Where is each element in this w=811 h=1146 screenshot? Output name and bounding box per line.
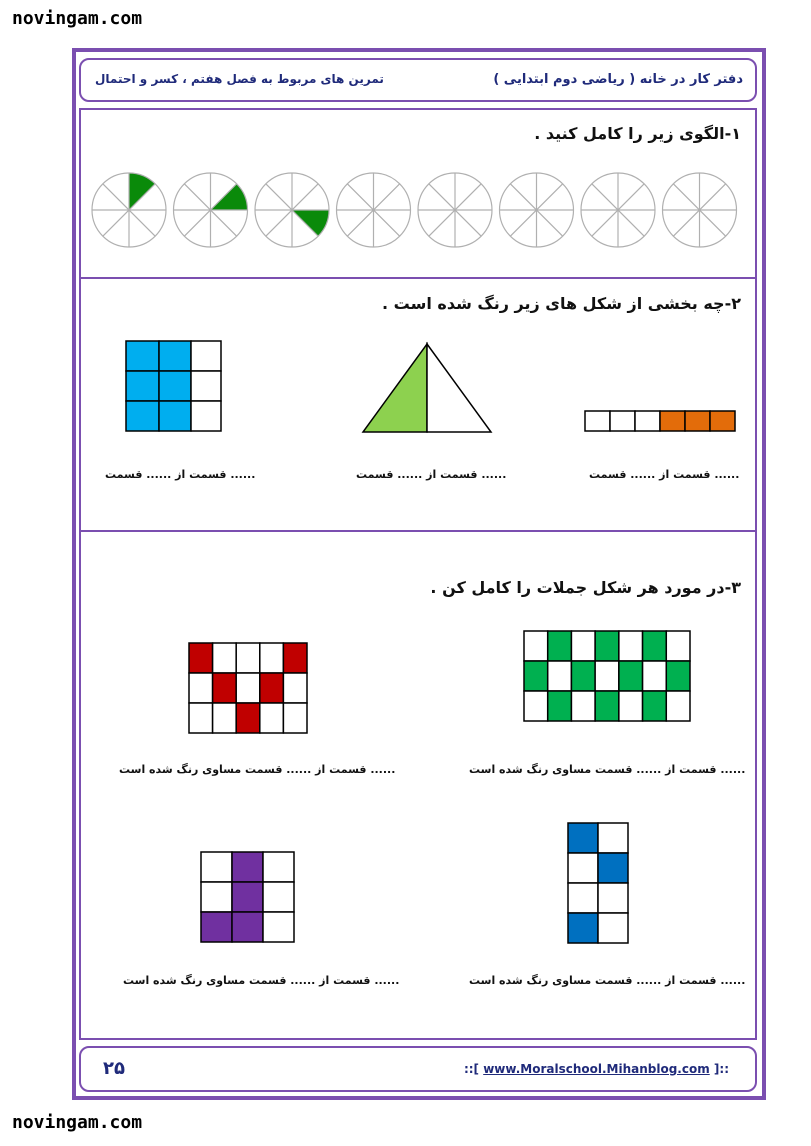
empty-cell xyxy=(666,691,690,721)
white-cell xyxy=(191,401,221,431)
divider-1 xyxy=(81,277,755,279)
url-suffix: ]:: xyxy=(709,1062,729,1076)
empty-cell xyxy=(201,882,232,912)
empty-cell xyxy=(598,883,628,913)
footer-website-link[interactable]: www.Moralschool.Mihanblog.com xyxy=(483,1062,710,1076)
empty-cell xyxy=(571,691,595,721)
answer-line-purple: ...... قسمت از ...... قسمت مساوی رنگ شده است xyxy=(123,974,400,987)
colored-cell xyxy=(260,673,284,703)
empty-cell xyxy=(283,673,307,703)
colored-cell xyxy=(201,912,232,942)
colored-cell xyxy=(595,631,619,661)
strip-cell xyxy=(635,411,660,431)
empty-cell xyxy=(598,823,628,853)
empty-cell xyxy=(213,703,237,733)
colored-cell xyxy=(213,673,237,703)
empty-cell xyxy=(189,673,213,703)
empty-cell xyxy=(213,643,237,673)
colored-cell xyxy=(666,661,690,691)
empty-cell xyxy=(189,703,213,733)
fraction-circles-pattern xyxy=(81,165,759,255)
empty-cell xyxy=(568,883,598,913)
empty-cell xyxy=(548,661,572,691)
white-cell xyxy=(191,371,221,401)
colored-cell xyxy=(283,643,307,673)
blue-cell xyxy=(126,401,159,431)
watermark-top: novingam.com xyxy=(12,8,143,29)
empty-cell xyxy=(263,852,294,882)
colored-cell xyxy=(189,643,213,673)
empty-cell xyxy=(598,913,628,943)
colored-cell xyxy=(232,912,263,942)
colored-cell xyxy=(548,691,572,721)
empty-cell xyxy=(236,643,260,673)
empty-cell xyxy=(619,631,643,661)
answer-line-grid: ...... قسمت از ...... قسمت xyxy=(105,468,256,481)
empty-cell xyxy=(236,673,260,703)
question-3-title: ۳-در مورد هر شکل جملات را کامل کن . xyxy=(430,578,741,597)
empty-cell xyxy=(524,691,548,721)
empty-cell xyxy=(263,912,294,942)
answer-line-strip: ...... قسمت از ...... قسمت xyxy=(589,468,740,481)
shaded-sector xyxy=(292,210,329,236)
blue-cell xyxy=(126,341,159,371)
blue-grid-figure-2 xyxy=(567,822,632,946)
empty-cell xyxy=(260,643,284,673)
footer-link-wrap xyxy=(464,1062,729,1076)
white-half xyxy=(427,344,491,432)
empty-cell xyxy=(571,631,595,661)
colored-cell xyxy=(571,661,595,691)
divider-2 xyxy=(81,530,755,532)
blue-cell xyxy=(159,341,191,371)
empty-cell xyxy=(524,631,548,661)
page-header xyxy=(79,58,757,102)
header-subtitle: تمرین های مربوط به فصل هفتم ، کسر و احتمال xyxy=(95,72,384,86)
red-grid-figure xyxy=(188,642,310,736)
answer-line-blue: ...... قسمت از ...... قسمت مساوی رنگ شده است xyxy=(469,974,746,987)
fraction-circle xyxy=(92,173,166,247)
fraction-circle xyxy=(581,173,655,247)
green-checker-figure xyxy=(523,630,693,724)
worksheet-body xyxy=(79,108,757,1040)
blue-cell xyxy=(159,371,191,401)
colored-cell xyxy=(568,823,598,853)
blue-cell xyxy=(159,401,191,431)
shaded-sector xyxy=(211,184,248,210)
strip-cell xyxy=(710,411,735,431)
answer-line-triangle: ...... قسمت از ...... قسمت xyxy=(356,468,507,481)
colored-cell xyxy=(524,661,548,691)
colored-cell xyxy=(568,913,598,943)
page-footer xyxy=(79,1046,757,1092)
colored-cell xyxy=(598,853,628,883)
empty-cell xyxy=(619,691,643,721)
shaded-half xyxy=(363,344,427,432)
empty-cell xyxy=(643,661,667,691)
answer-line-red: ...... قسمت از ...... قسمت مساوی رنگ شده است xyxy=(119,763,396,776)
empty-cell xyxy=(595,661,619,691)
fraction-circle xyxy=(500,173,574,247)
colored-cell xyxy=(232,852,263,882)
page-number: ۲۵ xyxy=(103,1058,125,1079)
empty-cell xyxy=(568,853,598,883)
white-cell xyxy=(191,341,221,371)
triangle-figure xyxy=(361,342,496,434)
strip-cell xyxy=(585,411,610,431)
fraction-circle xyxy=(337,173,411,247)
blue-grid-figure xyxy=(126,341,226,433)
colored-cell xyxy=(643,691,667,721)
question-2-title: ۲-چه بخشی از شکل های زیر رنگ شده است . xyxy=(382,294,741,313)
shaded-sector xyxy=(129,173,155,210)
fraction-circle xyxy=(418,173,492,247)
answer-line-green: ...... قسمت از ...... قسمت مساوی رنگ شده است xyxy=(469,763,746,776)
colored-cell xyxy=(643,631,667,661)
colored-cell xyxy=(619,661,643,691)
empty-cell xyxy=(283,703,307,733)
empty-cell xyxy=(666,631,690,661)
colored-cell xyxy=(232,882,263,912)
question-1-title: ۱-الگوی زیر را کامل کنید . xyxy=(534,124,741,143)
colored-cell xyxy=(595,691,619,721)
empty-cell xyxy=(260,703,284,733)
fraction-circle xyxy=(255,173,329,247)
strip-figure xyxy=(584,410,739,434)
header-title: دفتر کار در خانه ( ریاضی دوم ابتدایی ) xyxy=(493,72,743,87)
blue-cell xyxy=(126,371,159,401)
empty-cell xyxy=(263,882,294,912)
fraction-circle xyxy=(174,173,248,247)
strip-cell xyxy=(685,411,710,431)
colored-cell xyxy=(236,703,260,733)
strip-cell xyxy=(660,411,685,431)
empty-cell xyxy=(201,852,232,882)
fraction-circle xyxy=(663,173,737,247)
url-prefix: ::[ xyxy=(463,1062,484,1076)
strip-cell xyxy=(610,411,635,431)
colored-cell xyxy=(548,631,572,661)
watermark-bottom: novingam.com xyxy=(12,1112,143,1133)
purple-grid-figure xyxy=(200,851,298,945)
